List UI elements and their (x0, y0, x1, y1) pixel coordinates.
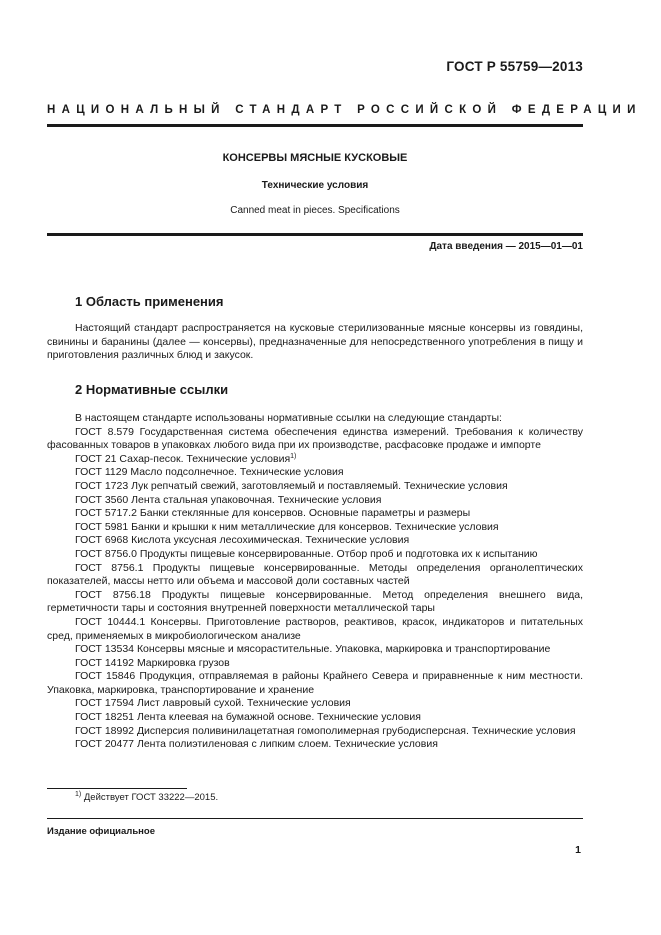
introduction-date: Дата введения — 2015—01—01 (429, 241, 583, 252)
section-2-heading: 2 Нормативные ссылки (75, 382, 229, 397)
document-subtitle: Технические условия (261, 180, 369, 191)
document-title: КОНСЕРВЫ МЯСНЫЕ КУСКОВЫЕ (222, 152, 408, 164)
reference-item: ГОСТ 5981 Банки и крышки к ним металлические для консервов. Технические условия (75, 520, 499, 533)
bottom-rule (47, 233, 583, 236)
reference-item: ГОСТ 8.579 Государственная система обеспечения единства измерений. Требования к количеству фасованных товаров в упаковках любого вида при их производстве, расфасовке продаже и импорте (47, 425, 583, 452)
official-edition-label: Издание официальное (47, 826, 155, 837)
footnote-rule (47, 788, 187, 789)
document-english-title: Canned meat in pieces. Specifications (230, 205, 400, 216)
reference-item: ГОСТ 5717.2 Банки стеклянные для консервов. Основные параметры и размеры (75, 507, 471, 520)
page-number: 1 (575, 844, 581, 856)
reference-item: ГОСТ 17594 Лист лавровый сухой. Технические условия (75, 697, 351, 710)
reference-item: ГОСТ 14192 Маркировка грузов (75, 656, 230, 669)
section-1-heading: 1 Область применения (75, 294, 224, 309)
reference-item: ГОСТ 6968 Кислота уксусная лесохимическая. Технические условия (75, 534, 410, 547)
reference-item: ГОСТ 20477 Лента полиэтиленовая с липким слоем. Технические условия (75, 738, 438, 751)
footnote-marker: 1) (290, 452, 297, 460)
reference-item: ГОСТ 8756.18 Продукты пищевые консервированные. Метод определения внешнего вида, герметичности тары и состояния внутренней поверхности металлической тары (47, 588, 583, 615)
reference-item: ГОСТ 8756.0 Продукты пищевые консервированные. Отбор проб и подготовка их к испытанию (75, 547, 538, 560)
reference-item: ГОСТ 18992 Дисперсия поливинилацетатная гомополимерная грубодисперсная. Технические условия (75, 724, 576, 737)
footnote-text: Действует ГОСТ 33222—2015. (83, 792, 219, 803)
reference-item: ГОСТ 3560 Лента стальная упаковочная. Технические условия (75, 493, 382, 506)
reference-intro: В настоящем стандарте использованы нормативные ссылки на следующие стандарты: (75, 412, 502, 424)
footnote (75, 792, 218, 803)
footnote-marker: 1) (75, 791, 82, 798)
reference-item: ГОСТ 8756.1 Продукты пищевые консервированные. Методы определения органолептических показателей, массы нетто или объема и массовой доли составных частей (47, 561, 583, 588)
reference-list (47, 412, 583, 752)
reference-item: ГОСТ 1723 Лук репчатый свежий, заготовляемый и поставляемый. Технические условия (75, 479, 508, 492)
national-standard-banner: НАЦИОНАЛЬНЫЙ СТАНДАРТ РОССИЙСКОЙ ФЕДЕРАЦИИ (47, 104, 642, 116)
section-1-text: Настоящий стандарт распространяется на кусковые стерилизованные мясные консервы из говядины, свинины и баранины (далее — консервы), предназначенные для непосредственного употребления в пищу и приготовления различных блюд и закусок. (47, 322, 583, 361)
footer-rule (47, 818, 583, 819)
reference-item-text: ГОСТ 21 Сахар-песок. Технические условия (75, 452, 291, 465)
reference-item: ГОСТ 13534 Консервы мясные и мясорастительные. Упаковка, маркировка и транспортирование (75, 643, 551, 656)
reference-item: ГОСТ 1129 Масло подсолнечное. Технические условия (75, 466, 344, 479)
top-rule (47, 124, 583, 127)
reference-item: ГОСТ 15846 Продукция, отправляемая в районы Крайнего Севера и приравненные к ним местности. Упаковка, маркировка, транспортирование и хранение (47, 670, 583, 696)
reference-item: ГОСТ 10444.1 Консервы. Приготовление растворов, реактивов, красок, индикаторов и питательных сред, применяемых в микробиологическом анализе (47, 615, 583, 642)
gost-number: ГОСТ Р 55759—2013 (446, 59, 583, 74)
reference-item (47, 453, 583, 467)
reference-item: ГОСТ 18251 Лента клеевая на бумажной основе. Технические условия (75, 711, 421, 724)
